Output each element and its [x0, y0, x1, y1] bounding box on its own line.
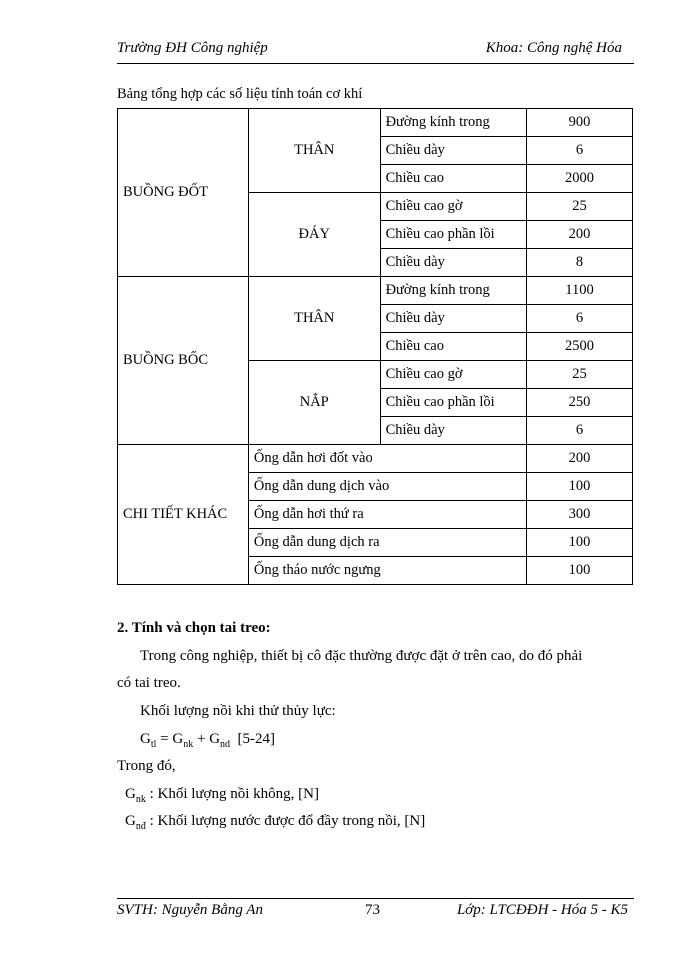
value-cell: 2000: [527, 165, 633, 193]
part-cell: ĐÁY: [248, 193, 380, 277]
footer-class: Lớp: LTCĐĐH - Hóa 5 - K5: [456, 902, 628, 918]
paragraph-line: Trong công nghiệp, thiết bị cô đặc thường được đặt ở trên cao, do đó phải: [140, 648, 583, 664]
value-cell: 25: [527, 361, 633, 389]
group-cell: BUỒNG ĐỐT: [118, 109, 249, 277]
group-cell: BUỒNG BỐC: [118, 277, 249, 445]
value-cell: 900: [527, 109, 633, 137]
value-cell: 25: [527, 193, 633, 221]
part-cell: THÂN: [248, 277, 380, 361]
parameter-cell: Ống dẫn hơi thứ ra: [248, 501, 526, 529]
paragraph-line: Trong đó,: [117, 758, 176, 774]
value-cell: 8: [527, 249, 633, 277]
page-number: 73: [365, 902, 380, 918]
parameter-cell: Chiều cao phần lồi: [380, 389, 526, 417]
definition-line: $G_{nđ}$ : Khối lượng nước được đổ đầy trong nồi, [N]: [125, 813, 426, 832]
part-cell: THÂN: [248, 109, 380, 193]
value-cell: 200: [527, 221, 633, 249]
value-cell: 100: [527, 529, 633, 557]
parameter-cell: Đường kính trong: [380, 109, 526, 137]
parameter-cell: Chiều cao: [380, 333, 526, 361]
value-cell: 100: [527, 473, 633, 501]
footer-student: SVTH: Nguyễn Bằng An: [117, 902, 263, 918]
value-cell: 6: [527, 137, 633, 165]
table-caption: Bảng tổng hợp các số liệu tính toán cơ khí: [117, 86, 363, 102]
parameter-cell: Chiều cao gờ: [380, 361, 526, 389]
value-cell: 250: [527, 389, 633, 417]
footer-divider: [117, 898, 634, 899]
parameter-cell: Ống dẫn hơi đốt vào: [248, 445, 526, 473]
value-cell: 100: [527, 557, 633, 585]
value-cell: 6: [527, 417, 633, 445]
table-row: [118, 277, 633, 305]
parameter-cell: Chiều cao: [380, 165, 526, 193]
section-heading: 2. Tính và chọn tai treo:: [117, 620, 271, 636]
header-school: Trường ĐH Công nghiệp: [117, 40, 268, 56]
mechanical-data-table: [117, 108, 633, 585]
parameter-cell: Chiều dày: [380, 417, 526, 445]
parameter-cell: Chiều dày: [380, 249, 526, 277]
paragraph-line: có tai treo.: [117, 675, 181, 691]
table-row: [118, 109, 633, 137]
parameter-cell: Ống tháo nước ngưng: [248, 557, 526, 585]
parameter-cell: Chiều dày: [380, 137, 526, 165]
header-divider: [117, 63, 634, 64]
value-cell: 1100: [527, 277, 633, 305]
parameter-cell: Đường kính trong: [380, 277, 526, 305]
definition-line: $G_{nk}$ : Khối lượng nồi không, [N]: [125, 786, 319, 805]
paragraph-line: Khối lượng nồi khi thử thủy lực:: [140, 703, 336, 719]
parameter-cell: Chiều dày: [380, 305, 526, 333]
parameter-cell: Ống dẫn dung dịch ra: [248, 529, 526, 557]
part-cell: NẮP: [248, 361, 380, 445]
value-cell: 300: [527, 501, 633, 529]
value-cell: 6: [527, 305, 633, 333]
parameter-cell: Ống dẫn dung dịch vào: [248, 473, 526, 501]
value-cell: 200: [527, 445, 633, 473]
parameter-cell: Chiều cao phần lồi: [380, 221, 526, 249]
value-cell: 2500: [527, 333, 633, 361]
formula: $G_{tl} = G_{nk} + G_{nd}$ [5-24]: [140, 731, 276, 750]
group-cell: CHI TIẾT KHÁC: [118, 445, 249, 585]
table-row: [118, 445, 633, 473]
header-faculty: Khoa: Công nghệ Hóa: [485, 40, 622, 56]
parameter-cell: Chiều cao gờ: [380, 193, 526, 221]
